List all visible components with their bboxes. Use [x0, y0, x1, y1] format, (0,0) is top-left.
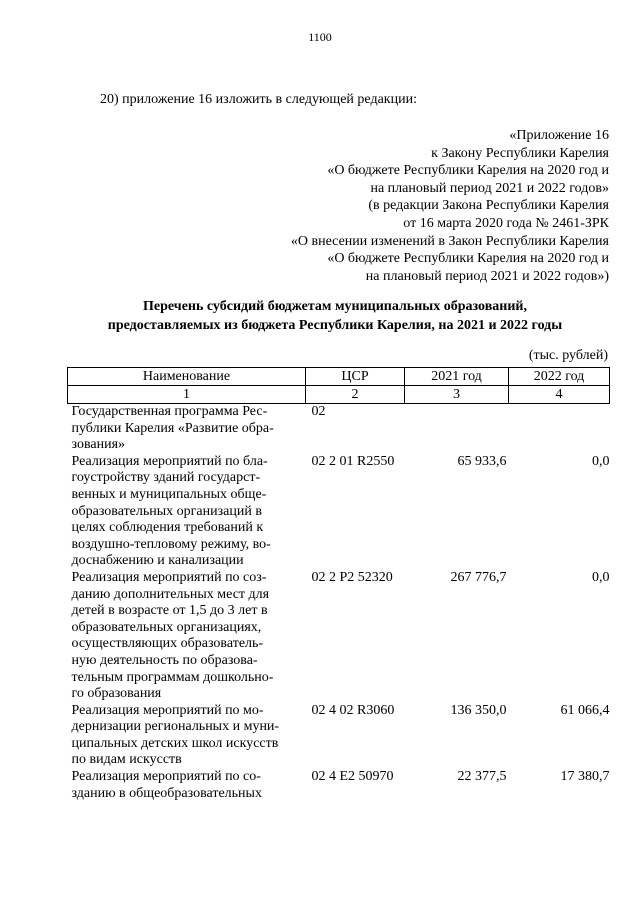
row-name-line: образовательных организациях,	[71, 619, 262, 635]
column-number: 2	[306, 386, 405, 404]
row-name-line: образовательных организаций в	[71, 503, 262, 519]
row-name-line: зования»	[71, 437, 126, 453]
appendix-line: (в редакции Закона Республики Карелия	[368, 198, 609, 214]
subsidies-table	[67, 367, 610, 802]
row-name-line: ципальных детских школ искусств	[71, 735, 279, 751]
appendix-line: «О бюджете Республики Карелия на 2020 год и	[327, 163, 609, 179]
row-2022	[509, 404, 610, 454]
row-name	[68, 404, 306, 454]
header-2021: 2021 год	[405, 368, 509, 386]
row-name-line: целях соблюдения требований к	[71, 520, 264, 536]
table-column-numbers-row	[68, 386, 610, 404]
row-2021: 22 377,5	[457, 769, 507, 785]
document-heading	[60, 297, 610, 335]
row-name-line: тельным программам дошкольно-	[71, 669, 274, 685]
row-name-line: гоустройству зданий государст-	[71, 470, 261, 486]
page-number: 1100	[308, 30, 332, 44]
row-2021	[405, 404, 509, 454]
header-csr: ЦСР	[306, 368, 405, 386]
row-name	[68, 769, 306, 802]
table-row	[68, 404, 610, 454]
appendix-line: на плановый период 2021 и 2022 годов»	[370, 180, 609, 196]
row-2022: 17 380,7	[560, 769, 610, 785]
appendix-line: к Закону Республики Карелия	[431, 145, 609, 161]
appendix-line: от 16 марта 2020 года № 2461-ЗРК	[403, 215, 609, 231]
table-header-row	[68, 368, 610, 386]
row-csr: 02	[311, 404, 326, 419]
row-name	[68, 703, 306, 769]
row-name-line: ную деятельность по образова-	[71, 652, 258, 668]
row-name	[68, 454, 306, 570]
row-name-line: Реализация мероприятий по мо-	[71, 702, 264, 718]
table-row	[68, 454, 610, 570]
row-2021: 267 776,7	[450, 569, 507, 585]
row-2022: 61 066,4	[560, 702, 610, 718]
appendix-line: на плановый период 2021 и 2022 годов»)	[365, 268, 609, 284]
row-2021: 136 350,0	[450, 702, 507, 718]
column-number: 4	[509, 386, 610, 404]
row-name-line: данию дополнительных мест для	[71, 586, 270, 602]
row-name-line: венных и муниципальных обще-	[71, 486, 267, 502]
row-name-line: Государственная программа Рес-	[71, 404, 268, 419]
row-csr: 02 4 02 R3060	[311, 702, 395, 718]
row-csr: 02 2 01 R2550	[311, 453, 395, 469]
row-name-line: дернизации региональных и муни-	[71, 719, 280, 735]
row-2022: 0,0	[592, 569, 610, 585]
row-name	[68, 570, 306, 703]
row-2021: 65 933,6	[457, 453, 507, 469]
column-number: 1	[68, 386, 306, 404]
row-name-line: го образования	[71, 686, 162, 702]
row-name-line: воздушно-тепловому режиму, во-	[71, 536, 271, 552]
appendix-line: «О бюджете Республики Карелия на 2020 год и	[327, 251, 609, 267]
row-csr: 02 4 E2 50970	[311, 769, 394, 785]
row-name-line: Реализация мероприятий по соз-	[71, 569, 267, 585]
row-name-line: публики Карелия «Развитие обра-	[71, 420, 274, 436]
table-row	[68, 769, 610, 802]
row-2022: 0,0	[592, 453, 610, 469]
header-name: Наименование	[68, 368, 306, 386]
column-number: 3	[405, 386, 509, 404]
row-name-line: осуществляющих образователь-	[71, 636, 264, 652]
units-label: (тыс. рублей)	[528, 348, 608, 363]
header-2022: 2022 год	[509, 368, 610, 386]
row-name-line: доснабжению и канализации	[71, 553, 244, 569]
row-name-line: по видам искусств	[71, 752, 182, 768]
row-name-line: Реализация мероприятий по бла-	[71, 453, 268, 469]
row-name-line: зданию в общеобразовательных	[71, 785, 262, 801]
intro-text: 20) приложение 16 изложить в следующей редакции:	[100, 92, 417, 107]
table-row	[68, 703, 610, 769]
row-name-line: Реализация мероприятий по со-	[71, 769, 261, 785]
heading-line: Перечень субсидий бюджетам муниципальных образований,	[143, 299, 527, 314]
heading-line: предоставляемых из бюджета Республики Карелия, на 2021 и 2022 годы	[107, 318, 563, 333]
row-csr: 02 2 P2 52320	[311, 569, 393, 585]
row-name-line: детей в возрасте от 1,5 до 3 лет в	[71, 603, 268, 619]
appendix-reference	[291, 127, 609, 285]
appendix-line: «О внесении изменений в Закон Республики Карелия	[290, 233, 609, 249]
table-row	[68, 570, 610, 703]
appendix-line: «Приложение 16	[509, 128, 609, 143]
